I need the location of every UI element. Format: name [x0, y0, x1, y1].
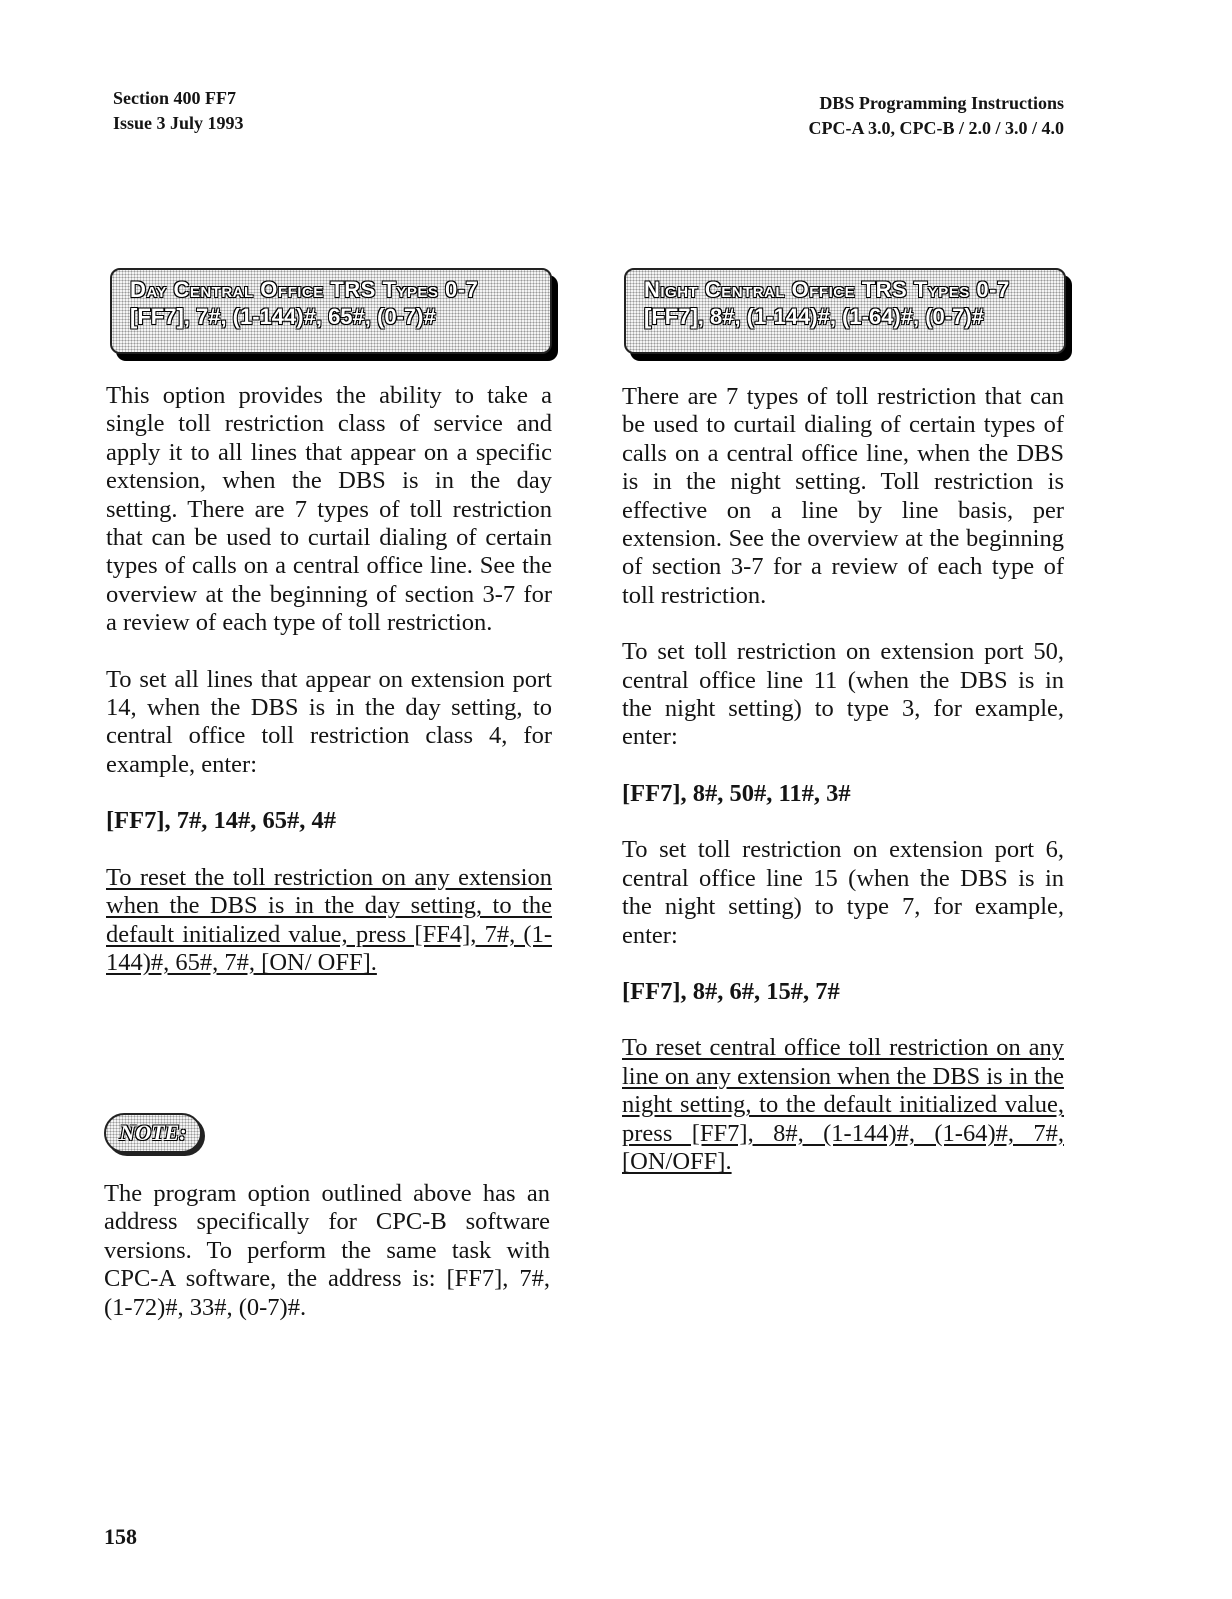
night-example1-intro: To set toll restriction on extension port 50, central office line 11 (when the DBS is in the night setting) to type 3, for example, enter:: [622, 638, 1064, 751]
night-trs-banner: [624, 268, 1066, 354]
night-example2-intro: To set toll restriction on extension port 6, central office line 15 (when the DBS is in the night setting) to type 7, for example, enter:: [622, 836, 1064, 949]
left-column: [106, 382, 552, 977]
right-column: [622, 383, 1064, 1176]
header-right: [809, 91, 1065, 141]
night-example2-command: [FF7], 8#, 6#, 15#, 7#: [622, 977, 840, 1005]
night-description: There are 7 types of toll restriction that can be used to curtail dialing of certain types of calls on a central office line, when the DBS is in the night setting. Toll restriction is effective on a line by line basis, per extension. See the overview at the beginning of section 3-7 for a review of each type of toll restriction.: [622, 383, 1064, 609]
day-banner-title: Day Central Office TRS Types 0-7: [130, 277, 479, 302]
note-text: The program option outlined above has an address specifically for CPC-B software versions. To perform the same task with CPC-A software, the address is: [FF7], 7#, (1-72)#, 33#, (0-7)#.: [104, 1180, 550, 1321]
night-banner-address: [FF7], 8#, (1-144)#, (1-64)#, (0-7)#: [644, 304, 984, 329]
day-example-intro: To set all lines that appear on extension port 14, when the DBS is in the day setting, to central office toll restriction class 4, for example, enter:: [106, 665, 552, 778]
night-example1-command: [FF7], 8#, 50#, 11#, 3#: [622, 779, 851, 807]
doc-versions: CPC-A 3.0, CPC-B / 2.0 / 3.0 / 4.0: [808, 118, 1064, 138]
day-description: This option provides the ability to take a single toll restriction class of service and apply it to all lines that appear on a specific extension, when the DBS is in the day setting. There are 7 types of toll restriction that can be used to curtail dialing of certain types of calls on a central office line. See the overview at the beginning of section 3-7 for a review of each type of toll restriction.: [106, 382, 552, 637]
day-banner-address: [FF7], 7#, (1-144)#, 65#, (0-7)#: [130, 304, 436, 329]
note-badge: NOTE:: [104, 1113, 202, 1153]
page-number: 158: [104, 1524, 137, 1549]
night-reset-instruction: To reset central office toll restriction on any line on any extension when the DBS is in the night setting, to the default initialized value, press [FF7], 8#, (1-144)#, (1-64)#, 7#, [ON/OFF].: [622, 1034, 1064, 1175]
day-trs-banner: [110, 268, 552, 354]
day-example-command: [FF7], 7#, 14#, 65#, 4#: [106, 807, 336, 835]
night-banner-title: Night Central Office TRS Types 0-7: [644, 277, 1010, 302]
day-reset-instruction: To reset the toll restriction on any extension when the DBS is in the day setting, to the default initialized value, press [FF4], 7#, (1-144)#, 65#, 7#, [ON/ OFF].: [106, 863, 552, 976]
doc-title: DBS Programming Instructions: [819, 93, 1064, 113]
section-label: Section 400 FF7: [113, 88, 236, 108]
issue-date: Issue 3 July 1993: [113, 113, 244, 133]
header-left: [113, 86, 244, 136]
